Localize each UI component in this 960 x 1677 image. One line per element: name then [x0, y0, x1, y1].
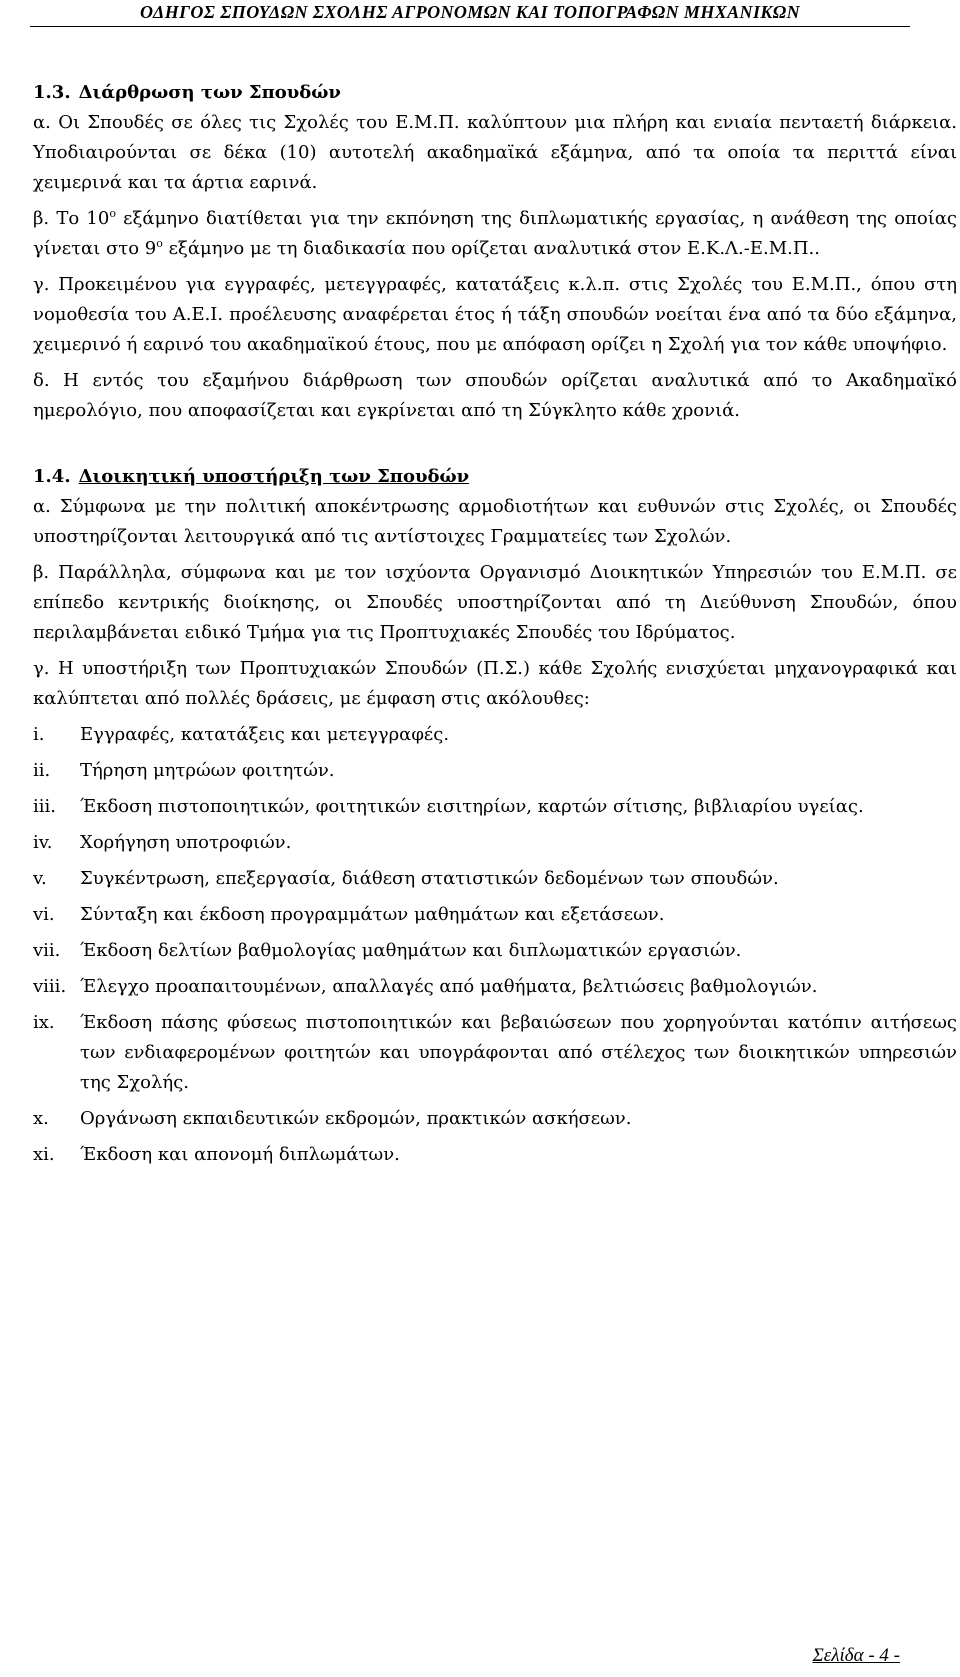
list-item: xi. Έκδοση και απονομή διπλωμάτων. [33, 1144, 400, 1165]
list-item: viii. Έλεγχο προαπαιτουμένων, απαλλαγές από μαθήματα, βελτιώσεις βαθμολογιών. [33, 976, 818, 997]
list-item: iii. Έκδοση πιστοποιητικών, φοιτητικών εισιτηρίων, καρτών σίτισης, βιβλιαρίου υγείας. [33, 796, 864, 817]
section-title: Διοικητική υποστήριξη των Σπουδών [78, 466, 470, 487]
list-item: ii. Τήρηση μητρώων φοιτητών. [33, 760, 335, 781]
support-actions-list [33, 720, 957, 1170]
header-rule [30, 26, 910, 27]
paragraph-1-3-a: α. Οι Σπουδές σε όλες τις Σχολές του Ε.Μ.Π. καλύπτουν μια πλήρη και ενιαία πενταετή διάρκεια. Υποδιαιρούνται σε δέκα (10) αυτοτελή ακαδημαϊκά εξάμηνα, από τα οποία τα περιττά είναι χειμερινά και τα άρτια εαρινά. [33, 112, 957, 193]
running-header: ΟΔΗΓΟΣ ΣΠΟΥΔΩΝ ΣΧΟΛΗΣ ΑΓΡΟΝΟΜΩΝ ΚΑΙ ΤΟΠΟΓΡΑΦΩΝ ΜΗΧΑΝΙΚΩΝ [139, 2, 800, 22]
list-item: iv. Χορήγηση υποτροφιών. [33, 832, 292, 853]
section-title: Διάρθρωση των Σπουδών [78, 82, 341, 103]
paragraph-1-3-b: β. Το $10^o$ εξάμηνο διατίθεται για την εκπόνηση της διπλωματικής εργασίας, η ανάθεση της οποίας γίνεται στο $9^o$ εξάμηνο με τη διαδικασία που ορίζεται αναλυτικά στον Ε.Κ.Λ.-Ε.Μ.Π.. [33, 207, 957, 259]
section-number: 1.4. [33, 466, 71, 487]
section-number: 1.3. [33, 82, 71, 103]
page-content [33, 78, 957, 1176]
list-item: v. Συγκέντρωση, επεξεργασία, διάθεση στατιστικών δεδομένων των σπουδών. [33, 868, 779, 889]
list-item: x. Οργάνωση εκπαιδευτικών εκδρομών, πρακτικών ασκήσεων. [33, 1108, 632, 1129]
list-item: vii. Έκδοση δελτίων βαθμολογίας μαθημάτων και διπλωματικών εργασιών. [33, 940, 742, 961]
section-heading-1-4 [33, 462, 957, 492]
list-item: vi. Σύνταξη και έκδοση προγραμμάτων μαθημάτων και εξετάσεων. [33, 904, 665, 925]
paragraph-1-4-c: γ. Η υποστήριξη των Προπτυχιακών Σπουδών (Π.Σ.) κάθε Σχολής ενισχύεται μηχανογραφικά και καλύπτεται από πολλές δράσεις, με έμφαση στις ακόλουθες: [33, 658, 957, 709]
paragraph-1-4-b: β. Παράλληλα, σύμφωνα και με τον ισχύοντα Οργανισμό Διοικητικών Υπηρεσιών του Ε.Μ.Π. σε επίπεδο κεντρικής διοίκησης, οι Σπουδές υποστηρίζονται από τη Διεύθυνση Σπουδών, όπου περιλαμβάνεται ειδικό Τμήμα για τις Προπτυχιακές Σπουδές του Ιδρύματος. [33, 562, 957, 643]
list-item: ix. Έκδοση πάσης φύσεως πιστοποιητικών και βεβαιώσεων που χορηγούνται κατόπιν αιτήσεως των ενδιαφερομένων φοιτητών και υπογράφονται από στέλεχος των διοικητικών υπηρεσιών της Σχολής. [33, 1012, 957, 1093]
paragraph-1-3-d: δ. Η εντός του εξαμήνου διάρθρωση των σπουδών ορίζεται αναλυτικά από το Ακαδημαϊκό ημερολόγιο, που αποφασίζεται και εγκρίνεται από τη Σύγκλητο κάθε χρονιά. [33, 370, 957, 421]
list-item: i. Εγγραφές, κατατάξεις και μετεγγραφές. [33, 724, 450, 745]
page-number: Σελίδα - 4 - [812, 1645, 900, 1666]
paragraph-1-3-c: γ. Προκειμένου για εγγραφές, μετεγγραφές, κατατάξεις κ.λ.π. στις Σχολές του Ε.Μ.Π., όπου στη νομοθεσία του Α.Ε.Ι. προέλευσης αναφέρεται έτος ή τάξη σπουδών νοείται ένα από τα δύο εξάμηνα, χειμερινό ή εαρινό του ακαδημαϊκού έτους, που με απόφαση ορίζει η Σχολή για τον κάθε υποψήφιο. [33, 274, 957, 355]
section-heading-1-3 [33, 78, 957, 108]
paragraph-1-4-a: α. Σύμφωνα με την πολιτική αποκέντρωσης αρμοδιοτήτων και ευθυνών στις Σχολές, οι Σπουδές υποστηρίζονται λειτουργικά από τις αντίστοιχες Γραμματείες των Σχολών. [33, 496, 957, 547]
